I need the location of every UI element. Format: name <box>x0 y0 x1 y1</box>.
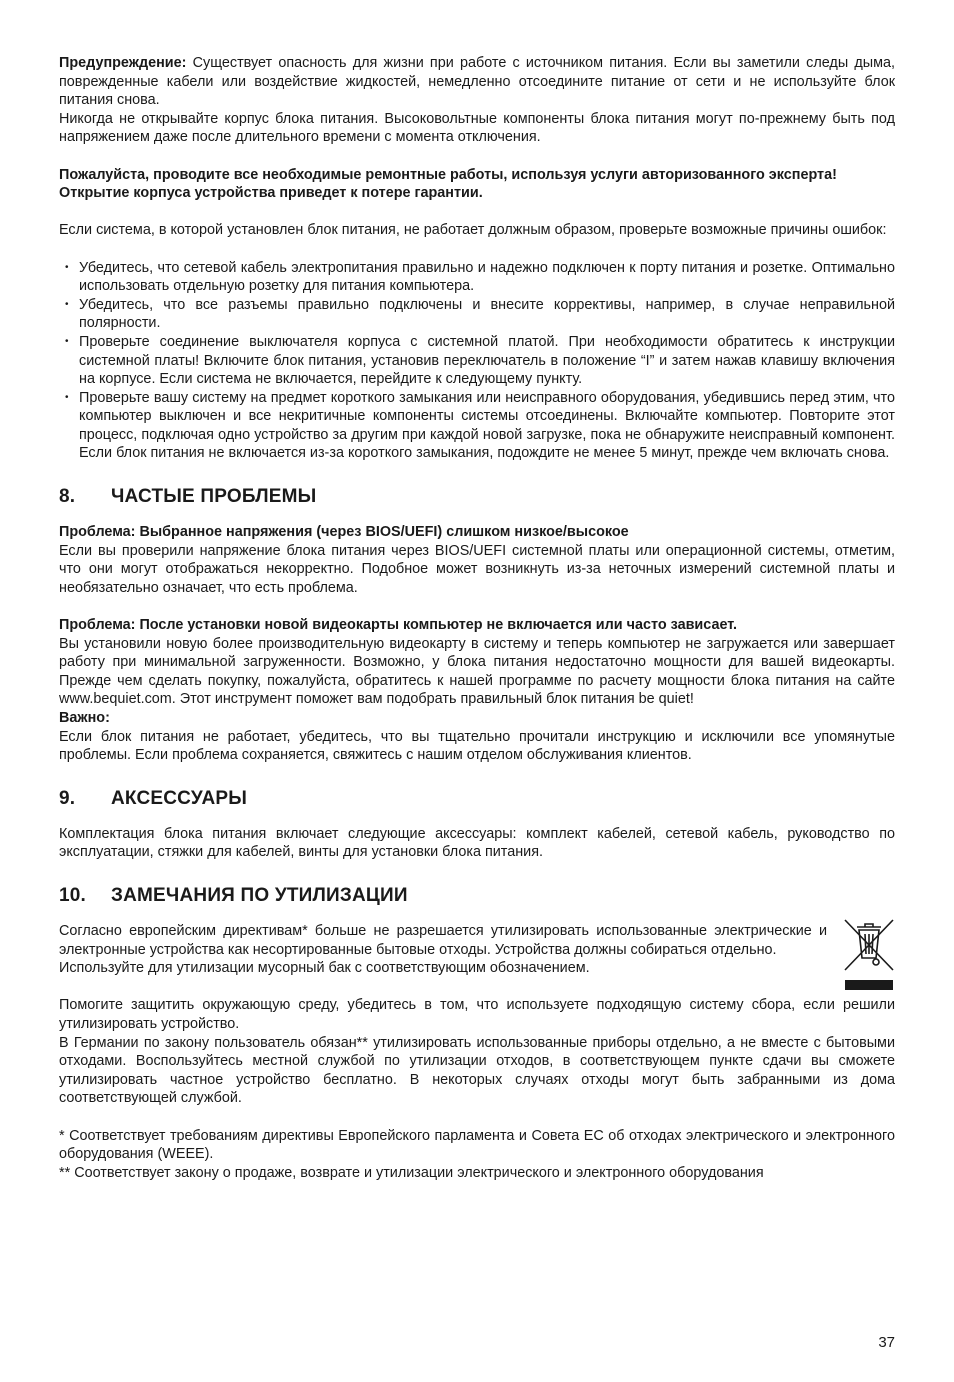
disposal-paragraph-4: В Германии по закону пользователь обязан** утилизировать использованные приборы отдельно, а не вместе с бытовыми отходами. Воспользуйтесь местной службой по утилизации отходов, в соответствующем пункте сдачи вы сможете утилизировать частное устройство бесплатно. В некоторых случаях отходы могут быть забранными из дома соответствующей службой. <box>59 1034 895 1107</box>
section-10-title: ЗАМЕЧАНИЯ ПО УТИЛИЗАЦИИ <box>111 884 408 906</box>
troubleshoot-intro: Если система, в которой установлен блок питания, не работает должным образом, проверьте возможные причины ошибок: <box>59 222 887 239</box>
disposal-paragraph-1: Согласно европейским директивам* больше не разрешается утилизировать использованные электрические и электронные устройства как несортированные бытовые отходы. Устройства должны собираться отдельно. <box>59 922 827 958</box>
footnote-2: ** Соответствует закону о продаже, возврате и утилизации электрического и электронного оборудования <box>59 1164 764 1181</box>
disposal-text <box>59 922 827 978</box>
section-9-number: 9. <box>59 787 76 809</box>
section-9-heading <box>59 787 895 811</box>
accessories-text: Комплектация блока питания включает следующие аксессуары: комплект кабелей, сетевой кабель, руководство по эксплуатации, стяжки для кабелей, винты для установки блока питания. <box>59 825 895 861</box>
problem-1-title: Проблема: Выбранное напряжения (через BIOS/UEFI) слишком низкое/высокое <box>59 524 629 541</box>
crossed-out-wheeled-bin-icon <box>843 918 895 992</box>
disposal-paragraph-3: Помогите защитить окружающую среду, убедитесь в том, что используете подходящую систему сбора, если решили утилизировать устройство. <box>59 997 895 1032</box>
troubleshoot-list <box>59 259 895 464</box>
list-item: • Проверьте вашу систему на предмет короткого замыкания или неисправного оборудования, убедившись перед этим, что компьютер выключен и все некритичные компоненты системы отсоединены. Включайте компьютер. Повторите этот процесс, подключая одно устройство за другим при каждой новой загрузке, пока не обнаружите неисправный компонент. Если блок питания не включается из-за короткого замыкания, подождите не менее 5 минут, прежде чем включать снова. <box>59 389 895 463</box>
list-item: • Убедитесь, что все разъемы правильно подключены и внесите коррективы, например, в случае неправильной полярности. <box>59 296 895 333</box>
problem-2-title: Проблема: После установки новой видеокарты компьютер не включается или часто зависает. <box>59 617 738 634</box>
warning-paragraph <box>59 54 895 110</box>
repair-notice: Пожалуйста, проводите все необходимые ремонтные работы, используя услуги авторизованного эксперта! <box>59 166 837 183</box>
list-item: • Проверьте соединение выключателя корпуса с системной платой. При необходимости обратитесь к инструкции системной платы! Включите блок питания, установив переключатель в положение “I” и затем нажав клавишу включения на корпусе. Если система не включается, перейдите к следующему пункту. <box>59 333 895 389</box>
section-10-heading <box>59 884 895 908</box>
warning-text: Существует опасность для жизни при работе с источником питания. Если вы заметили следы дыма, поврежденные кабели или воздействие жидкостей, немедленно отсоедините питание от сети и не используйте блок питания снова. <box>59 55 895 109</box>
important-text: Если блок питания не работает, убедитесь, что вы тщательно прочитали инструкцию и исключили все упомянутые проблемы. Если проблема сохраняется, свяжитесь с нашим отделом обслуживания клиентов. <box>59 728 895 764</box>
section-10-number: 10. <box>59 884 87 906</box>
section-8-heading <box>59 485 895 509</box>
problem-1-text: Если вы проверили напряжение блока питания через BIOS/UEFI системной платы или операционной системы, отметим, что они могут отображаться некорректно. Подобное может возникнуть из-за неточных измерений системной платы и необязательно означает, что есть проблема. <box>59 542 895 596</box>
problem-2-text: Вы установили новую более производительную видеокарту в систему и теперь компьютер не загружается или завершает работу при минимальной загруженности. Возможно, у блока питания недостаточно мощности для вашей видеокарты. Прежде чем сделать покупку, пожалуйста, обратитесь к нашей программе по расчету мощности блока питания на сайте www.bequiet.com. Этот инструмент поможет вам подобрать правильный блок питания be quiet! <box>59 635 895 708</box>
footnote-1: * Соответствует требованиям директивы Европейского парламента и Совета ЕС об отходах электрического и электронного оборудования (WEEE). <box>59 1127 895 1163</box>
section-8-number: 8. <box>59 486 76 508</box>
disposal-paragraph-2: Используйте для утилизации мусорный бак с соответствующим обозначением. <box>59 960 590 977</box>
section-9-title: АКСЕССУАРЫ <box>111 787 248 809</box>
list-item: • Убедитесь, что сетевой кабель электропитания правильно и надежно подключен к порту питания и розетке. Оптимально использовать отдельную розетку для питания компьютера. <box>59 259 895 296</box>
disposal-block <box>59 922 895 978</box>
important-label: Важно: <box>59 710 110 726</box>
page-number: 37 <box>878 1334 895 1351</box>
section-8-title: ЧАСТЫЕ ПРОБЛЕМЫ <box>111 486 317 508</box>
warning-label: Предупреждение: <box>59 55 187 71</box>
document-page <box>59 54 895 1182</box>
warranty-notice: Открытие корпуса устройства приведет к потере гарантии. <box>59 185 483 202</box>
warning-text-2: Никогда не открывайте корпус блока питания. Высоковольтные компоненты блока питания могут по-прежнему быть под напряжением даже после длительного времени с момента отключения. <box>59 110 895 146</box>
